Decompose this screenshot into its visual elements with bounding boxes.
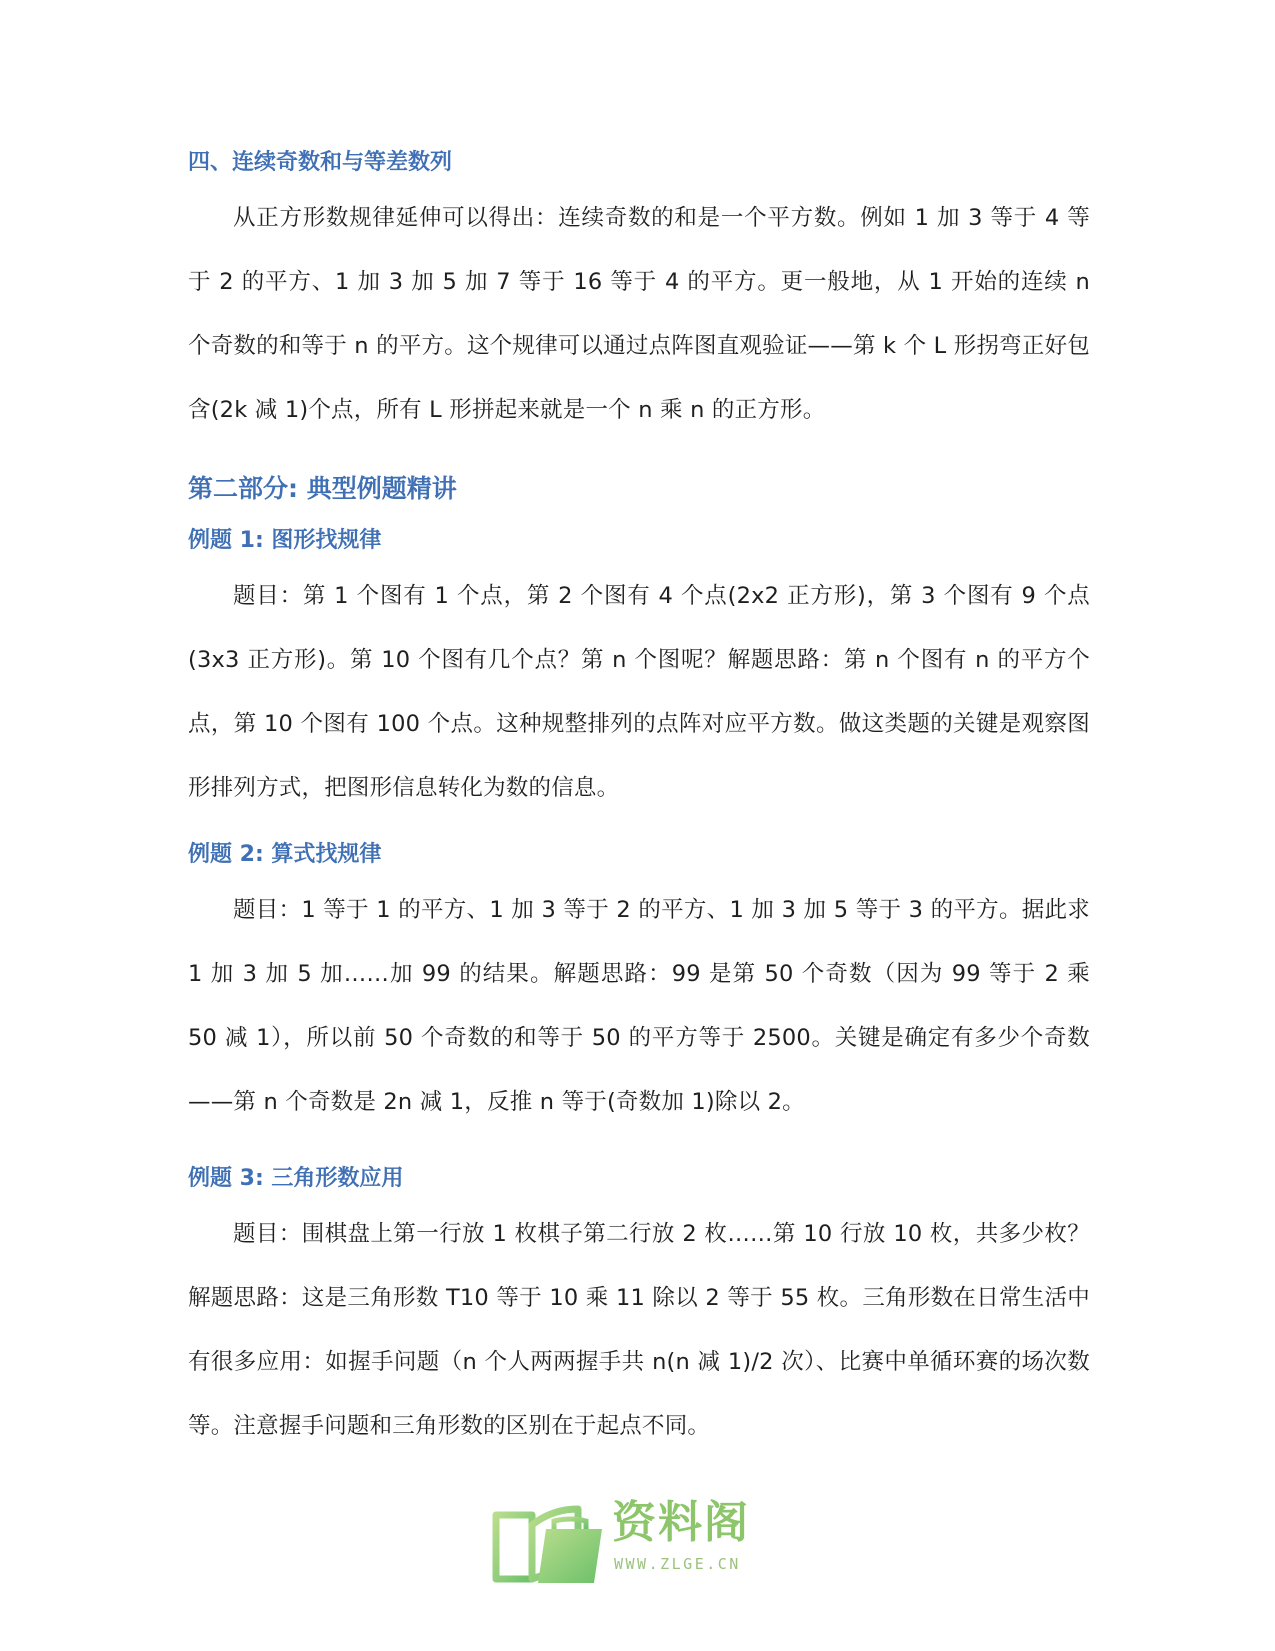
example-3-paragraph: 题目：围棋盘上第一行放 1 枚棋子第二行放 2 枚……第 10 行放 10 枚，共多少枚？解题思路：这是三角形数 T10 等于 10 乘 11 除以 2 等于 55 枚。三角形数在日常生活中有很多应用：如握手问题（n 个人两两握手共 n(n 减 1)/2 次）、比赛中单循环赛的场次数等。注意握手问题和三角形数的区别在于起点不同。 [188,1221,1090,1439]
example-2-paragraph: 题目：1 等于 1 的平方、1 加 3 等于 2 的平方、1 加 3 加 5 等于 3 的平方。据此求 1 加 3 加 5 加……加 99 的结果。解题思路：99 是第 50 个奇数（因为 99 等于 2 乘 50 减 1），所以前 50 个奇数的和等于 50 的平方等于 2500。关键是确定有多少个奇数——第 n 个奇数是 2n 减 1，反推 n 等于(奇数加 1)除以 2。 [188,897,1090,1115]
example-1-paragraph: 题目：第 1 个图有 1 个点，第 2 个图有 4 个点(2x2 正方形)，第 3 个图有 9 个点(3x3 正方形)。第 10 个图有几个点？第 n 个图呢？解题思路：第 n 个图有 n 的平方个点，第 10 个图有 100 个点。这种规整排列的点阵对应平方数。做这类题的关键是观察图形排列方式，把图形信息转化为数的信息。 [188,583,1090,801]
open-book-folder-icon [490,1495,608,1587]
document-content [188,148,1090,1458]
site-logo [490,1495,790,1587]
example-2-heading: 例题 2: 算式找规律 [188,842,382,867]
section-paragraph: 从正方形数规律延伸可以得出：连续奇数的和是一个平方数。例如 1 加 3 等于 4 等于 2 的平方、1 加 3 加 5 加 7 等于 16 等于 4 的平方。更一般地，从 1 开始的连续 n 个奇数的和等于 n 的平方。这个规律可以通过点阵图直观验证——第 k 个 L 形拐弯正好包含(2k 减 1)个点，所有 L 形拼起来就是一个 n 乘 n 的正方形。 [188,205,1090,423]
logo-title: 资料阁 [612,1497,750,1548]
example-3-heading: 例题 3: 三角形数应用 [188,1166,404,1191]
section-heading: 四、连续奇数和与等差数列 [188,150,453,175]
part-heading: 第二部分: 典型例题精讲 [188,474,457,503]
example-1-heading: 例题 1: 图形找规律 [188,528,382,553]
logo-url: WWW.ZLGE.CN [614,1555,741,1573]
